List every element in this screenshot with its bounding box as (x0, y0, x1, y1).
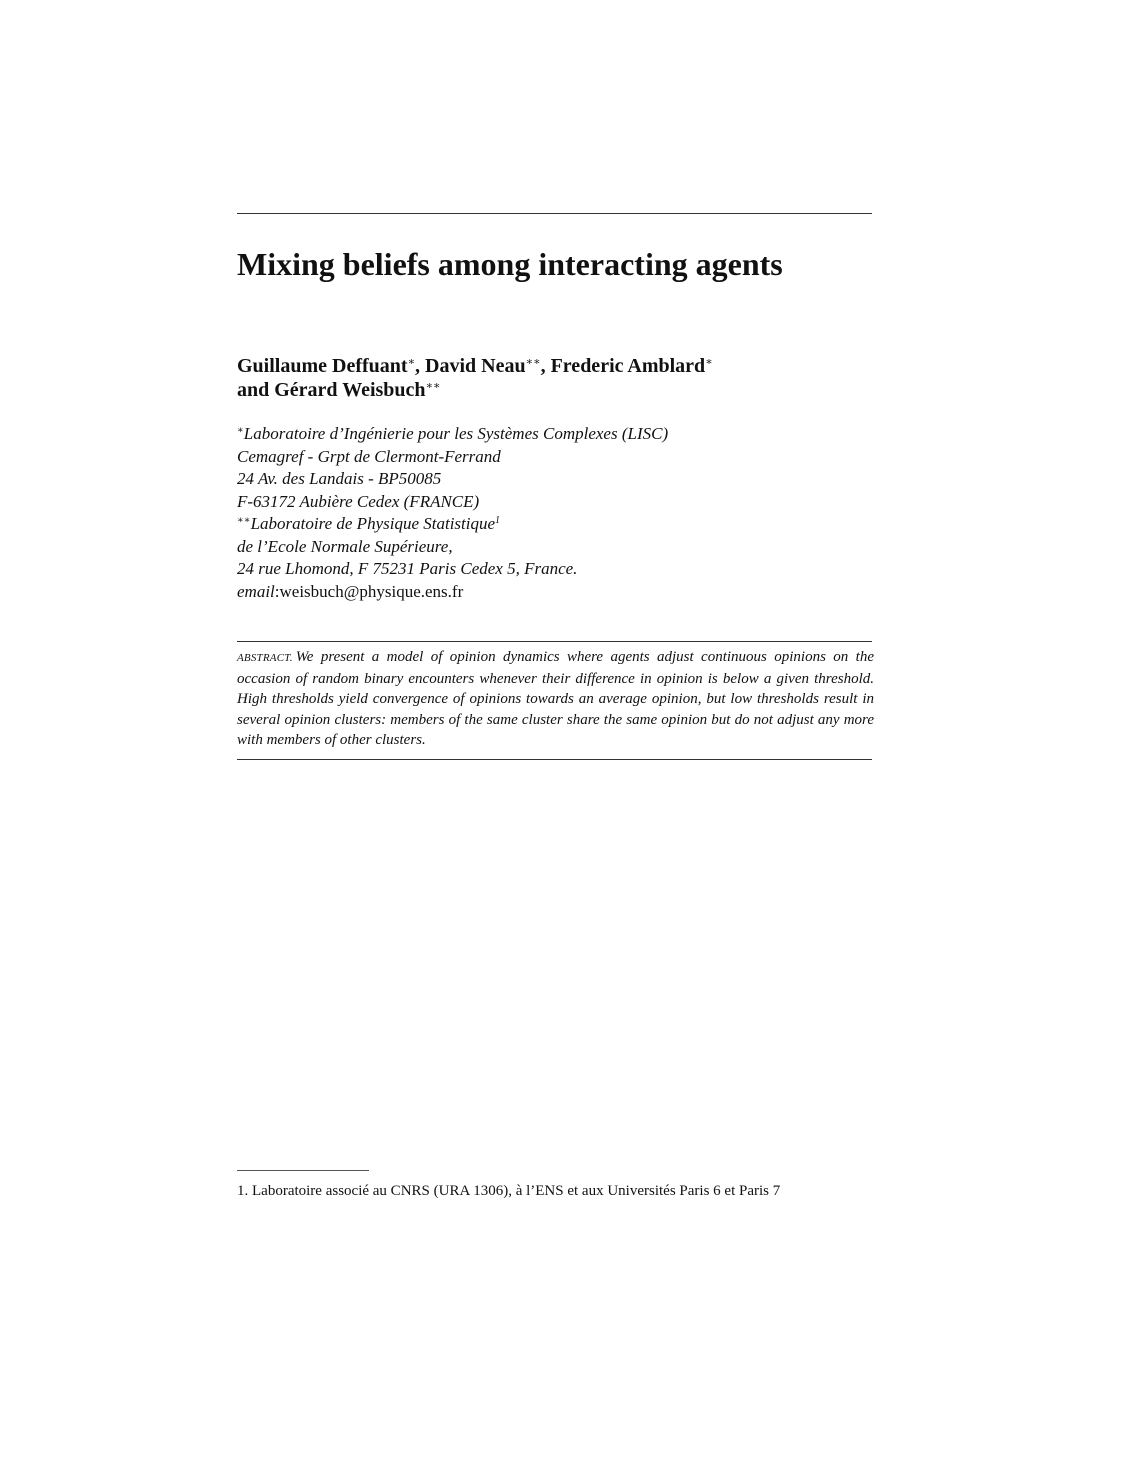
affiliation-lps (237, 513, 668, 536)
affiliation-line: de l’Ecole Normale Supérieure, (237, 536, 453, 556)
affiliation-line: 24 Av. des Landais - BP50085 (237, 469, 442, 488)
author-name: David Neau (425, 355, 526, 377)
author-separator: , (540, 355, 551, 377)
affiliation-mark: ∗ (705, 356, 713, 368)
affiliation-mark: ∗ (237, 425, 244, 436)
author-line-2 (237, 378, 713, 402)
top-rule (237, 213, 872, 214)
affiliation-mark: ∗∗ (525, 356, 541, 368)
affiliation-lisc (237, 423, 668, 446)
affiliation-mark: ∗ (407, 356, 416, 368)
author-list (237, 354, 713, 402)
affiliation-lisc-name: Laboratoire d’Ingénierie pour les Systèmes Complexes (LISC) (243, 424, 669, 443)
paper-title: Mixing beliefs among interacting agents (237, 246, 783, 282)
affiliation-lps-name: Laboratoire de Physique Statistique (250, 514, 496, 533)
affiliation-mark: ∗∗ (237, 515, 251, 526)
abstract-label: ABSTRACT. (237, 652, 293, 664)
affiliations (237, 423, 668, 603)
author-separator: , (415, 355, 426, 377)
author-name: and Gérard Weisbuch (237, 379, 426, 401)
abstract-top-rule (237, 641, 872, 642)
abstract (237, 647, 874, 751)
email-label: email (237, 581, 275, 601)
email-address: :weisbuch@physique.ens.fr (274, 581, 464, 601)
email-line (237, 581, 668, 604)
footnote-rule (237, 1170, 369, 1171)
footnote-mark: 1 (495, 515, 501, 526)
author-name: Guillaume Deffuant (237, 355, 408, 377)
author-name: Frederic Amblard (550, 355, 706, 377)
affiliation-line: Cemagref - Grpt de Clermont-Ferrand (237, 446, 501, 466)
abstract-bottom-rule (237, 759, 872, 760)
affiliation-line: F-63172 Aubière Cedex (FRANCE) (237, 491, 480, 511)
abstract-text: We present a model of opinion dynamics where agents adjust continuous opinions on the occasion of random binary encounters whenever their difference in opinion is below a given threshold. High thresholds yield convergence of opinions towards an average opinion, but low thresholds result in several opinion clusters: members of the same cluster share the same opinion but do not adjust any more with members of other clusters. (237, 649, 874, 748)
author-line-1 (237, 354, 713, 378)
affiliation-mark: ∗∗ (425, 380, 441, 392)
footnote: 1. Laboratoire associé au CNRS (URA 1306), à l’ENS et aux Universités Paris 6 et Paris 7 (237, 1183, 781, 1199)
affiliation-line: 24 rue Lhomond, F 75231 Paris Cedex 5, France. (237, 559, 578, 578)
